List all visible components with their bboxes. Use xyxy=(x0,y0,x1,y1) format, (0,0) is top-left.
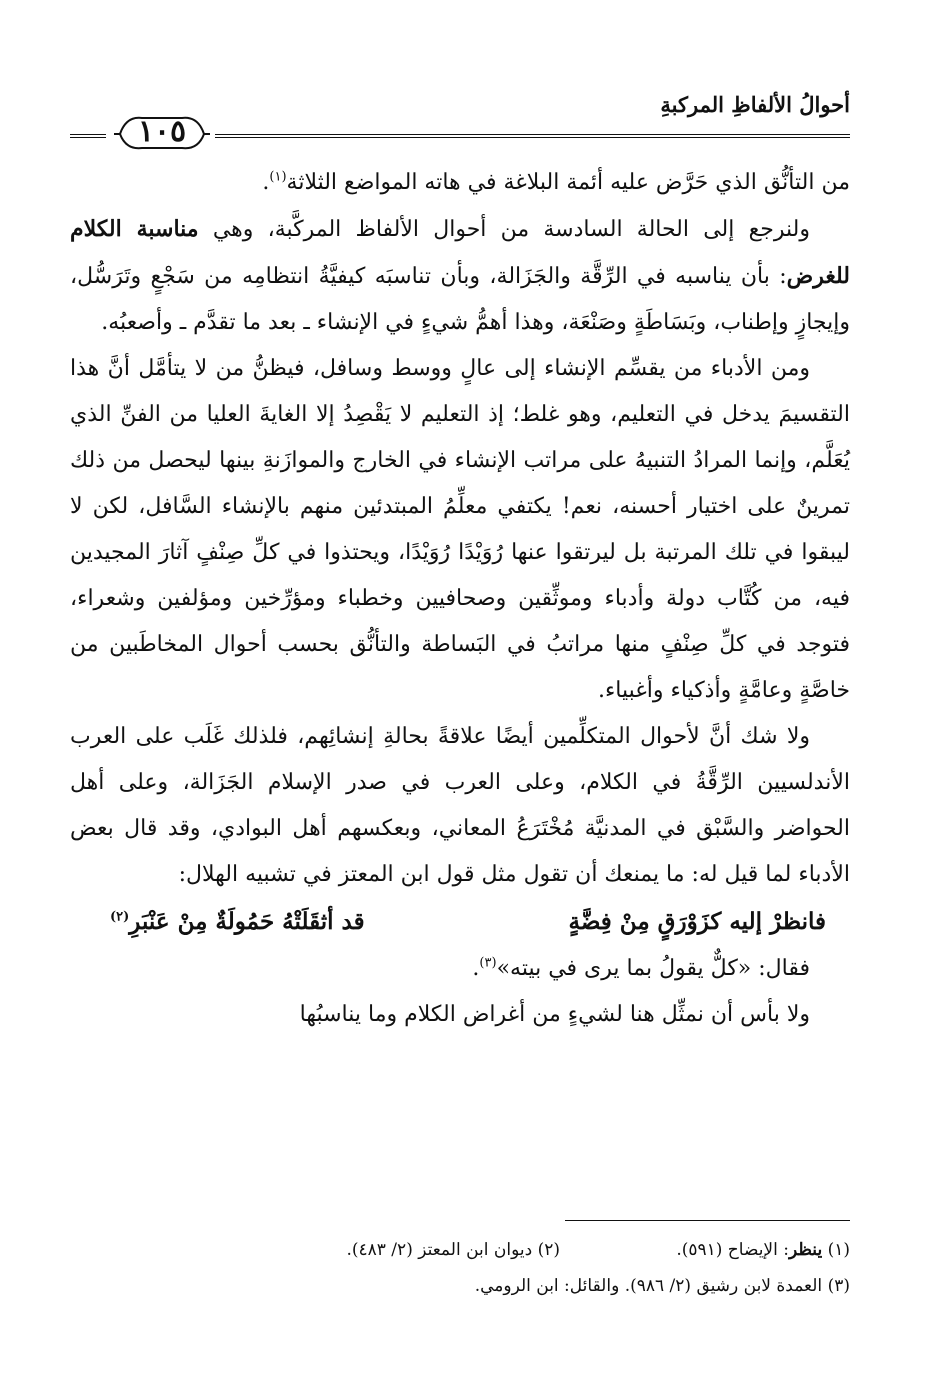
paragraph-4: ولا شك أنَّ لأحوال المتكلِّمين أيضًا علاقةً بحالةِ إنشائِهم، فلذلك غَلَب على العرب الأندلسيين الرِّقَّةُ في الكلام، وعلى العرب في صدر الإسلام الجَزَالة، وعلى أهل الحواضر والسَّبْق في المدنيَّة مُخْتَرَعُ المعاني، وبعكسهم أهل البوادي، وقد قال بعض الأدباء لما قيل له: ما يمنعك أن تقول مثل قول ابن المعتز في تشبيه الهلال: xyxy=(70,724,850,887)
footnote-1: (١) ينظر: الإيضاح (٥٩١). xyxy=(676,1240,850,1260)
footnote-2: (٢) ديوان ابن المعتز (٢/ ٤٨٣). xyxy=(346,1240,560,1260)
paragraph-3: ومن الأدباء من يقسِّم الإنشاء إلى عالٍ ووسط وسافل، فيظنُّ من لا يتأمَّل أنَّ هذا التقسيمَ يدخل في التعليم، وهو غلط؛ إذ التعليم لا يَقْصِدُ إلا الغايةَ العليا من الفنِّ الذي يُعَلَّم، وإنما المرادُ التنبيهُ على مراتب الإنشاء في الخارج والموازَنةِ بينها ليحصل من ذلك تمرينٌ على اختيار أحسنه، نعم! يكتفي معلِّمُ المبتدئين منهم بالإنشاء السَّافل، لكن لا ليبقوا في تلك المرتبة بل ليرتقوا عنها رُوَيْدًا رُوَيْدًا، ويحتذوا في كلِّ صِنْفٍ آثارَ المجيدين فيه، من كُتَّاب دولة وأدباء وموثِّقين وصحافيين وخطباء ومؤرِّخين ومؤلفين وشعراء، فتوجد في كلِّ صِنْفٍ منها مراتبُ في البَساطة والتأنُّق بحسب أحوال المخاطَبين من خاصَّةٍ وعامَّةٍ وأذكياء وأغبياء. xyxy=(70,356,850,703)
bold-term: مناسبة الكلام للغرض xyxy=(70,216,850,289)
poetry-verse xyxy=(70,898,850,946)
paragraph-2: ولنرجع إلى الحالة السادسة من أحوال الألفاظ المركَّبة، وهي مناسبة الكلام للغرض: بأن يناسبه في الرِّقَّة والجَزَالة، وبأن تناسبَه كيفيَّةُ انتظامِه من سَجْعٍ وتَرَسُّل، وإيجازٍ وإطناب، وبَسَاطَةٍ وصَنْعَة، وهذا أهمُّ شيءٍ في الإنشاء ـ بعد ما تقدَّم ـ وأصعبُه. xyxy=(70,216,850,335)
page-header xyxy=(70,88,850,149)
paragraph-5: فقال: «كلٌّ يقولُ بما يرى في بيته»$^{(٣)}$. xyxy=(472,955,810,981)
verse-second-hemistich: قد أثقَلَتْهُ حَمُولَةٌ مِنْ عَنْبَرِ$^{(٢)}$ xyxy=(110,908,365,935)
page-number-frame xyxy=(112,110,212,152)
footnote-ref-2: (٢) xyxy=(110,909,130,925)
verse-first-hemistich: فانظرْ إليه كزَوْرَقٍ مِنْ فِضَّةٍ xyxy=(568,908,826,935)
paragraph-1: من التأنُّق الذي حَرَّض عليه أئمة البلاغة في هاته المواضع الثلاثة$^{(١)}$. xyxy=(262,169,850,195)
footnotes xyxy=(70,1232,850,1304)
running-title: أحوالُ الألفاظِ المركبةِ xyxy=(660,92,850,117)
book-page xyxy=(70,70,850,1330)
footnote-ref-1: (١) xyxy=(269,169,287,185)
footnote-separator xyxy=(565,1220,850,1221)
footnote-row xyxy=(70,1232,850,1268)
header-rule xyxy=(215,134,850,138)
footnote-ref-3: (٣) xyxy=(479,955,497,971)
main-text xyxy=(70,160,850,1038)
paragraph-6: ولا بأس أن نمثِّل هنا لشيءٍ من أغراض الكلام وما يناسبُها xyxy=(299,1002,810,1027)
page-number: ١٠٥ xyxy=(137,114,187,149)
footnote-3: (٣) العمدة لابن رشيق (٢/ ٩٨٦). والقائل: ابن الرومي. xyxy=(474,1276,850,1296)
header-rule-left xyxy=(70,134,106,138)
